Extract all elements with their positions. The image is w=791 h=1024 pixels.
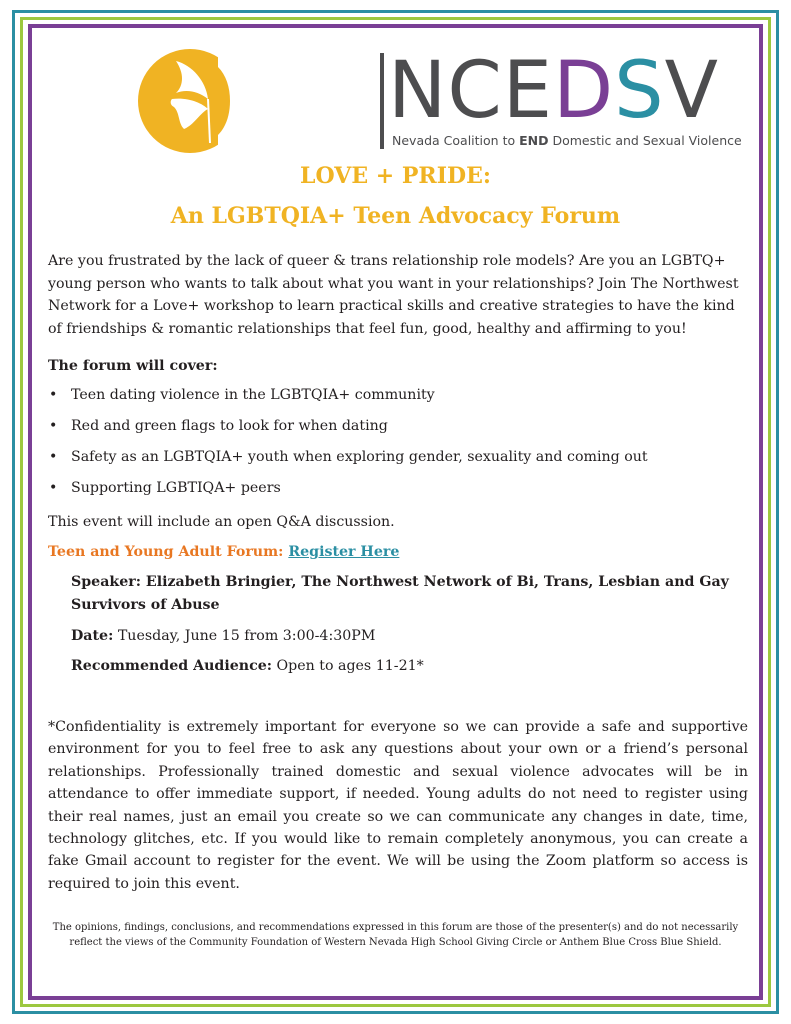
qa-note: This event will include an open Q&A discussion. [48, 514, 395, 530]
list-item: • Supporting LGBTIQA+ peers [48, 478, 748, 509]
topics-list [48, 385, 748, 509]
logo-tagline-emphasis: END [519, 133, 549, 148]
logo-tagline [392, 133, 742, 148]
register-link[interactable]: Register Here [288, 544, 400, 560]
footer-disclaimer: The opinions, findings, conclusions, and recommendations expressed in this forum are those of the presenter(s) and do not necessarily reflect the views of the Community Foundation of Western Nevada High School Giving Circle or Anthem Blue Cross Blue Shield. [52, 922, 739, 948]
list-item: • Teen dating violence in the LGBTQIA+ community [48, 385, 748, 416]
logo-tagline-start: Nevada Coalition to [392, 133, 520, 148]
logo-wordmark [388, 41, 719, 141]
date-value: Tuesday, June 15 from 3:00-4:30PM [117, 628, 376, 644]
logo-tagline-end: Domestic and Sexual Violence [548, 133, 742, 148]
topics-heading: The forum will cover: [48, 358, 218, 374]
audience-value: Open to ages 11-21* [276, 658, 424, 674]
page-title: LOVE + PRIDE: [300, 163, 491, 189]
list-item: • Safety as an LGBTQIA+ youth when exploring gender, sexuality and coming out [48, 447, 748, 478]
event-audience [71, 655, 731, 678]
logo-letter-v: V [664, 46, 720, 136]
butterfly-face-icon [136, 47, 248, 155]
organization-logo [136, 46, 742, 155]
date-label: Date: [71, 628, 114, 644]
intro-paragraph: Are you frustrated by the lack of queer & trans relationship role models? Are you an LGBTQ+ young person who wants to talk about what you want in your relationships? Join The Northwest Network for a Love+ workshop to learn practical skills and creative strategies to have the kind of friendships & romantic relationships that feel fun, good, healthy and affirming to you! [48, 253, 739, 337]
speaker-info: Speaker: Elizabeth Bringier, The Northwest Network of Bi, Trans, Lesbian and Gay Survivors of Abuse [71, 574, 729, 613]
page-subtitle: An LGBTQIA+ Teen Advocacy Forum [170, 203, 621, 229]
confidentiality-notice: *Confidentiality is extremely important for everyone so we can provide a safe and supportive environment for you to feel free to ask any questions about your own or a friend’s personal relationships. Professionally trained domestic and sexual violence advocates will be in attendance to offer immediate support, if needed. Young adults do not need to register using their real names, just an email you create so we can communicate any changes in date, time, technology glitches, etc. If you would like to remain completely anonymous, you can create a fake Gmail account to register for the event. We will be using the Zoom platform so access is required to join this event. [48, 719, 748, 892]
audience-label: Recommended Audience: [71, 658, 272, 674]
list-item: • Red and green flags to look for when dating [48, 416, 748, 447]
event-date [71, 625, 731, 648]
registration-line [48, 541, 748, 564]
logo-divider [380, 53, 384, 149]
logo-letter-d: D [553, 46, 615, 136]
forum-label: Teen and Young Adult Forum: [48, 544, 284, 560]
logo-letters-nce: NCE [388, 46, 554, 136]
logo-letter-s: S [614, 46, 665, 136]
